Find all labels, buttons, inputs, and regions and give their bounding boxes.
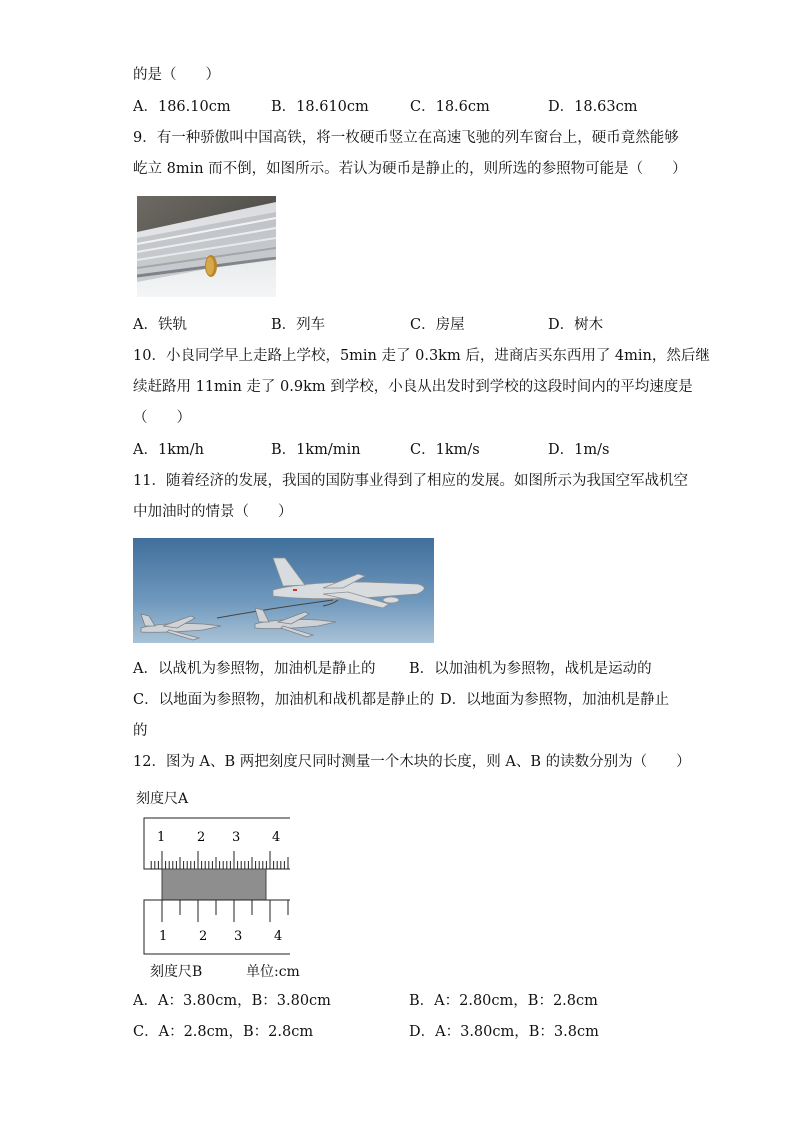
q10-option-a: A．1km/h (133, 442, 204, 458)
ruler-b-num-4: 4 (274, 929, 283, 944)
q8-option-c: C．18.6cm (410, 99, 490, 115)
q11-stem-line2: 中加油时的情景（ ） (133, 504, 293, 520)
q8-option-a: A．186.10cm (133, 99, 231, 115)
ruler-a-num-1: 1 (157, 830, 166, 845)
q11-option-a: A．以战机为参照物，加油机是静止的 (133, 661, 376, 677)
q10-stem-line1: 10．小良同学早上走路上学校，5min 走了 0.3km 后，进商店买东西用了 4min，然后继 (133, 348, 710, 364)
q11-option-c: C．以地面为参照物，加油机和战机都是静止的 (133, 692, 435, 708)
ruler-b-label: 刻度尺B (150, 964, 203, 980)
q8-option-b: B．18.610cm (271, 99, 369, 115)
q9-option-d: D．树木 (548, 317, 604, 333)
q9-option-c: C．房屋 (410, 317, 465, 333)
q9-option-b: B．列车 (271, 317, 326, 333)
aerial-refueling-photo (133, 538, 434, 643)
q8-option-d: D．18.63cm (548, 99, 638, 115)
q10-option-d: D．1m/s (548, 442, 610, 458)
q12-option-c: C．A：2.8cm，B：2.8cm (133, 1024, 314, 1040)
q12-option-a: A．A：3.80cm，B：3.80cm (133, 993, 331, 1009)
rulers-diagram (140, 812, 300, 957)
ruler-a-num-2: 2 (197, 830, 206, 845)
q10-stem-line2: 续赶路用 11min 走了 0.9km 到学校，小良从出发时到学校的这段时间内的平均速度是 (133, 379, 693, 395)
ruler-a-num-4: 4 (272, 830, 281, 845)
q9-stem-line1: 9．有一种骄傲叫中国高铁，将一枚硬币竖立在高速飞驰的列车窗台上，硬币竟然能够 (133, 130, 679, 146)
unit-label: 单位:cm (246, 964, 300, 980)
q11-option-d: D．以地面为参照物，加油机是静止 (440, 692, 670, 708)
ruler-a-label: 刻度尺A (136, 791, 189, 807)
q11-stem-line1: 11．随着经济的发展，我国的国防事业得到了相应的发展。如图所示为我国空军战机空 (133, 473, 688, 489)
q11-option-b: B．以加油机为参照物，战机是运动的 (409, 661, 652, 677)
q8-stem-tail: 的是（ ） (133, 67, 220, 83)
q9-option-a: A．铁轨 (133, 317, 187, 333)
ruler-a-num-3: 3 (232, 830, 241, 845)
q11-option-d-tail: 的 (133, 723, 148, 739)
q12-option-b: B．A：2.80cm，B：2.8cm (409, 993, 598, 1009)
q12-option-d: D．A：3.80cm，B：3.8cm (409, 1024, 599, 1040)
ruler-b-num-2: 2 (199, 929, 208, 944)
q10-option-b: B．1km/min (271, 442, 361, 458)
q12-stem-line1: 12．图为 A、B 两把刻度尺同时测量一个木块的长度，则 A、B 的读数分别为（ ） (133, 754, 691, 770)
ruler-b-num-3: 3 (234, 929, 243, 944)
q10-stem-line3: （ ） (133, 410, 191, 426)
ruler-b-num-1: 1 (159, 929, 168, 944)
q9-stem-line2: 屹立 8min 而不倒，如图所示。若认为硬币是静止的，则所选的参照物可能是（ ） (133, 161, 687, 177)
q10-option-c: C．1km/s (410, 442, 480, 458)
coin-on-train-window-photo (137, 196, 276, 297)
wooden-block (162, 869, 266, 900)
